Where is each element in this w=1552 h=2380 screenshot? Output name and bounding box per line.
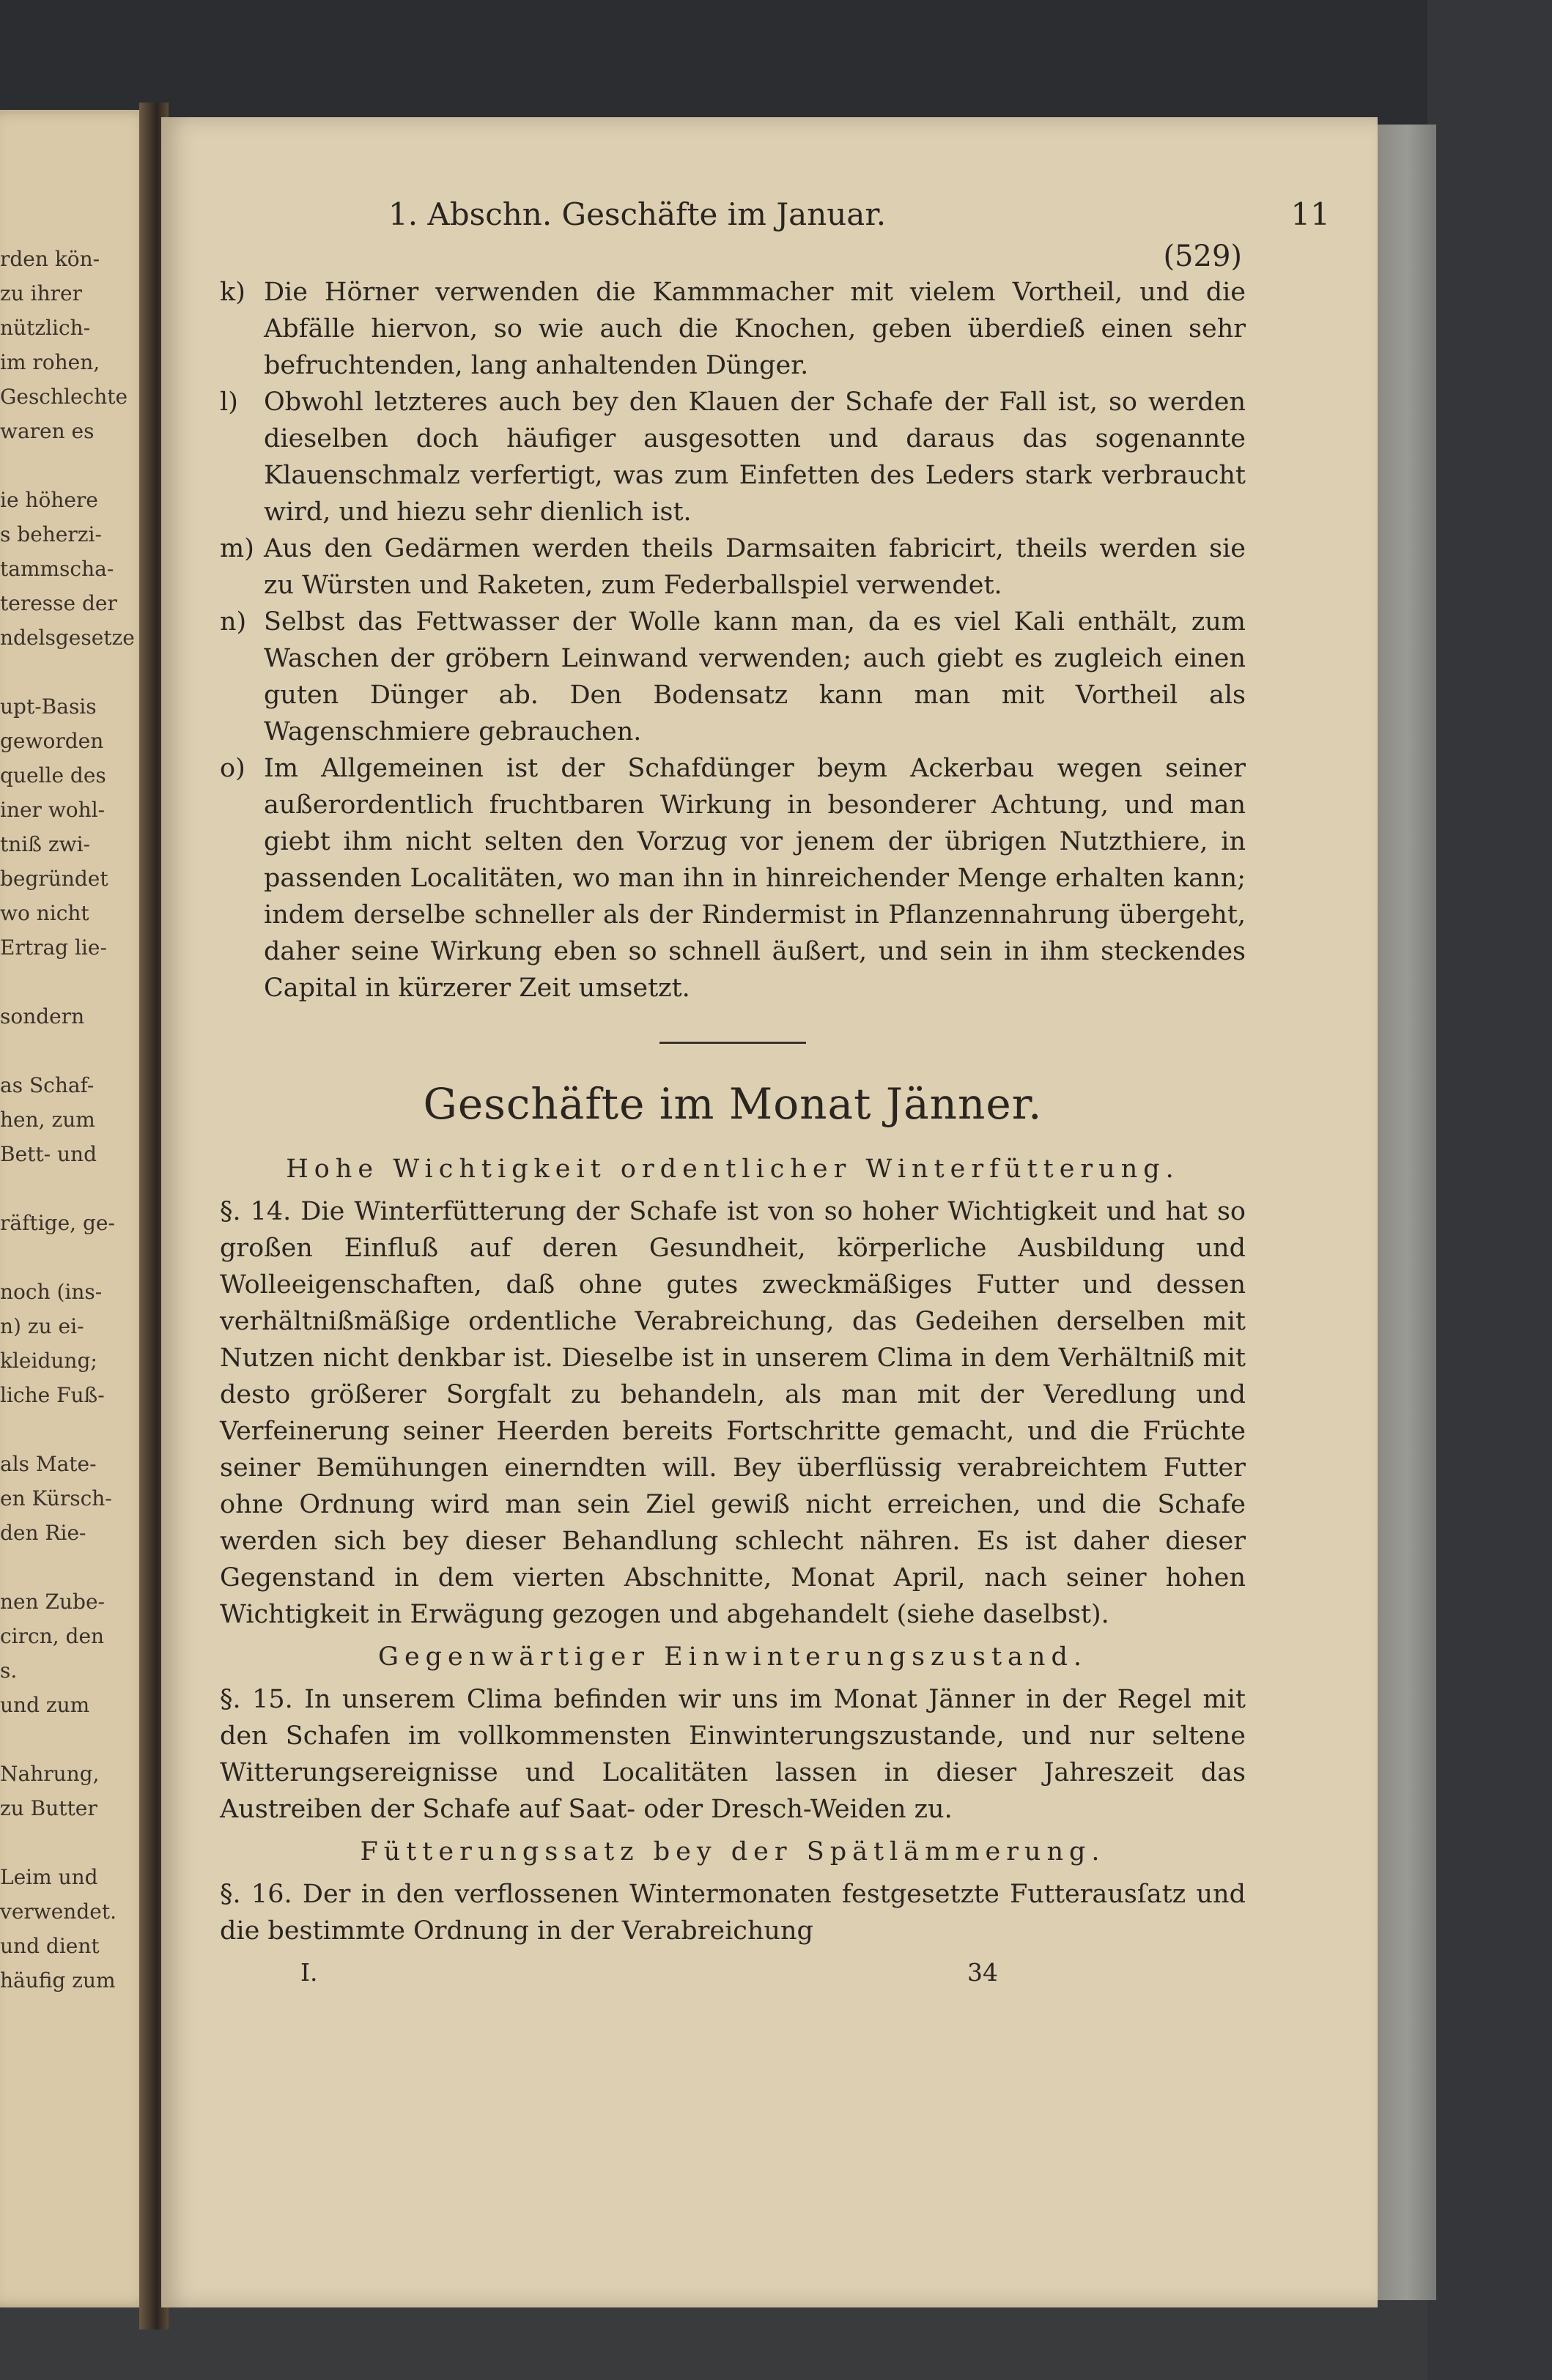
left-page-line: als Mate- [0,1452,97,1476]
left-page-line [0,1034,147,1068]
left-page-line: tammscha- [0,557,114,581]
left-page-line [0,1550,147,1584]
list-item-o [220,750,1246,1007]
item-label: k) [220,278,245,307]
left-page-line: nen Zube- [0,1590,105,1614]
left-page-fragment [0,110,154,2307]
left-page-line: Geschlechte [0,385,128,409]
left-page-line: ie höhere [0,488,98,512]
left-page-line: Nahrung, [0,1762,100,1786]
item-label: m) [220,534,254,563]
sequence-number: (529) [1163,240,1242,273]
left-page-line: räftige, ge- [0,1211,115,1235]
item-label: n) [220,607,247,637]
signature-mark: I. [300,1958,318,1987]
item-label: o) [220,754,245,783]
left-page-line: teresse der [0,591,117,615]
left-page-line [0,1412,147,1447]
paragraph-16: §. 16. Der in den verflossenen Wintermonaten festgesetzte Futterausſatz und die bestimmte Ordnung in der Verabreichung [220,1880,1246,1946]
list-item-k [220,274,1246,384]
item-text: Im Allgemeinen ist der Schafdünger beym Ackerbau wegen seiner außerordentlich fruchtbaren Wirkung in besonderer Achtung, und man giebt ihm nicht selten den Vorzug vor jenem der übrigen Nutzthiere, in passenden Localitäten, wo man ihn in hinreichender Menge erhalten kann; indem derselbe schneller als der Rindermist in Pflanzennahrung übergeht, daher seine Wirkung eben so schnell äußert, und sein in ihm steckendes Capital in kürzerer Zeit umsetzt. [264,754,1246,1003]
left-page-line: Ertrag lie- [0,935,107,960]
left-page-line: begründet [0,867,108,891]
left-page-line: hen, zum [0,1108,95,1132]
background-right [1427,0,1552,2380]
item-text: Selbst das Fettwasser der Wolle kann man, da es viel Kali enthält, zum Waschen der gröbern Leinwand verwenden; auch giebt es zugleich einen guten Dünger ab. Den Bodensatz kann man mit Vortheil als Wagenschmiere gebrauchen. [264,607,1246,746]
left-page-line [0,1240,147,1275]
subheading-winter-feeding: Hohe Wichtigkeit ordentlicher Winterfütterung. [286,1154,1180,1184]
left-page-line: noch (ins- [0,1280,103,1304]
left-page-line: rden kön- [0,247,100,271]
page-number: 11 [1290,196,1330,232]
item-text: Aus den Gedärmen werden theils Darmsaiten fabricirt, theils werden sie zu Würsten und Raketen, zum Federballspiel verwendet. [264,534,1246,600]
left-page-line: zu ihrer [0,281,83,305]
left-page-line: circn, den [0,1624,105,1648]
chapter-heading: 1. Abschn. Geschäfte im Januar. [388,196,887,232]
left-page-line: nützlich- [0,316,91,340]
page-footer [220,1958,1246,2002]
left-page-line: Leim und [0,1865,98,1889]
item-text: Die Hörner verwenden die Kammmacher mit vielem Vortheil, und die Abfälle hiervon, so wie auch die Knochen, geben überdieß einen sehr befruchtenden, lang anhaltenden Dünger. [264,278,1246,380]
left-page-line: kleidung; [0,1349,97,1373]
section-divider [659,1042,806,1044]
left-page-line: sondern [0,1004,85,1028]
left-page-line: ndelsgesetze [0,626,135,650]
left-page-text [0,242,147,1998]
left-page-line: wo nicht [0,901,89,925]
left-page-line: tniß zwi- [0,832,90,856]
left-page-line: den Rie- [0,1521,86,1545]
paragraph-15: §. 15. In unserem Clima befinden wir uns im Monat Jänner in der Regel mit den Schafen im vollkommensten Einwinterungszustande, und nur seltene Witterungsereignisse und Localitäten lassen in dieser Jahreszeit das Austreiben der Schafe auf Saat- oder Dresch-Weiden zu. [220,1685,1246,1824]
left-page-line [0,1722,147,1757]
left-page-line [0,965,147,999]
left-page-line: Bett- und [0,1142,97,1166]
page-content [220,183,1330,2002]
running-header [220,183,1330,239]
left-page-line: verwendet. [0,1899,117,1924]
list-item-l [220,384,1246,530]
gathering-number: 34 [967,1958,998,1987]
left-page-line: as Schaf- [0,1073,95,1097]
left-page-line: s. [0,1658,18,1683]
left-page-line: s beherzi- [0,522,102,546]
left-page-line: quelle des [0,763,106,787]
left-page-line [0,1171,147,1206]
paragraph-14: §. 14. Die Winterfütterung der Schafe ist von so hoher Wichtigkeit und hat so großen Einfluß auf deren Gesundheit, körperliche Ausbildung und Wolleeigenschaften, daß ohne gutes zweckmäßiges Futter und dessen verhältnißmäßige ordentliche Verabreichung, das Gedeihen derselben mit Nutzen nicht denkbar ist. Dieselbe ist in unserem Clima in dem Verhältniß mit desto größerer Sorgfalt zu behandeln, als man mit der Veredlung und Verfeinerung seiner Heerden bereits Fortschritte gemacht, und die Früchte seiner Bemühungen einerndten will. Bey überflüssig verabreichtem Futter ohne Ordnung wird man sein Ziel gewiß nicht erreichen, und die Schafe werden sich bey dieser Behandlung schlecht nähren. Es ist daher dieser Gegenstand in dem vierten Abschnitte, Monat April, nach seiner hohen Wichtigkeit in Erwägung gezogen und abgehandelt (siehe daselbst). [220,1197,1246,1629]
section-title: Geschäfte im Monat Jänner. [423,1079,1043,1129]
left-page-line: waren es [0,419,95,443]
list-item-m [220,530,1246,604]
left-page-line: und zum [0,1693,90,1717]
left-page-line: en Kürsch- [0,1486,112,1510]
left-page-line: im rohen, [0,350,100,374]
item-label: l) [220,388,238,417]
page-edges [1378,125,1436,2300]
left-page-line: zu Butter [0,1796,97,1820]
left-page-line [0,448,147,483]
list-item-n [220,604,1246,750]
left-page-line: geworden [0,729,104,753]
left-page-line: n) zu ei- [0,1314,84,1338]
left-page-line: upt-Basis [0,694,97,719]
left-page-line: häufig zum [0,1968,116,1992]
left-page-line [0,655,147,689]
left-page-line [0,1825,147,1860]
subheading-wintering-state: Gegenwärtiger Einwinterungszustand. [377,1642,1087,1672]
left-page-line: liche Fuß- [0,1383,105,1407]
subheading-feeding-rate: Fütterungssatz bey der Spätlämmerung. [360,1837,1106,1866]
background-top [0,0,1552,132]
left-page-line: iner wohl- [0,798,106,822]
item-text: Obwohl letzteres auch bey den Klauen der Schafe der Fall ist, so werden dieselben doch häufiger ausgesotten und daraus das sogenannte Klauenschmalz verfertigt, was zum Einfetten des Leders stark verbraucht wird, und hiezu sehr dienlich ist. [264,388,1246,527]
left-page-line: und dient [0,1934,100,1958]
